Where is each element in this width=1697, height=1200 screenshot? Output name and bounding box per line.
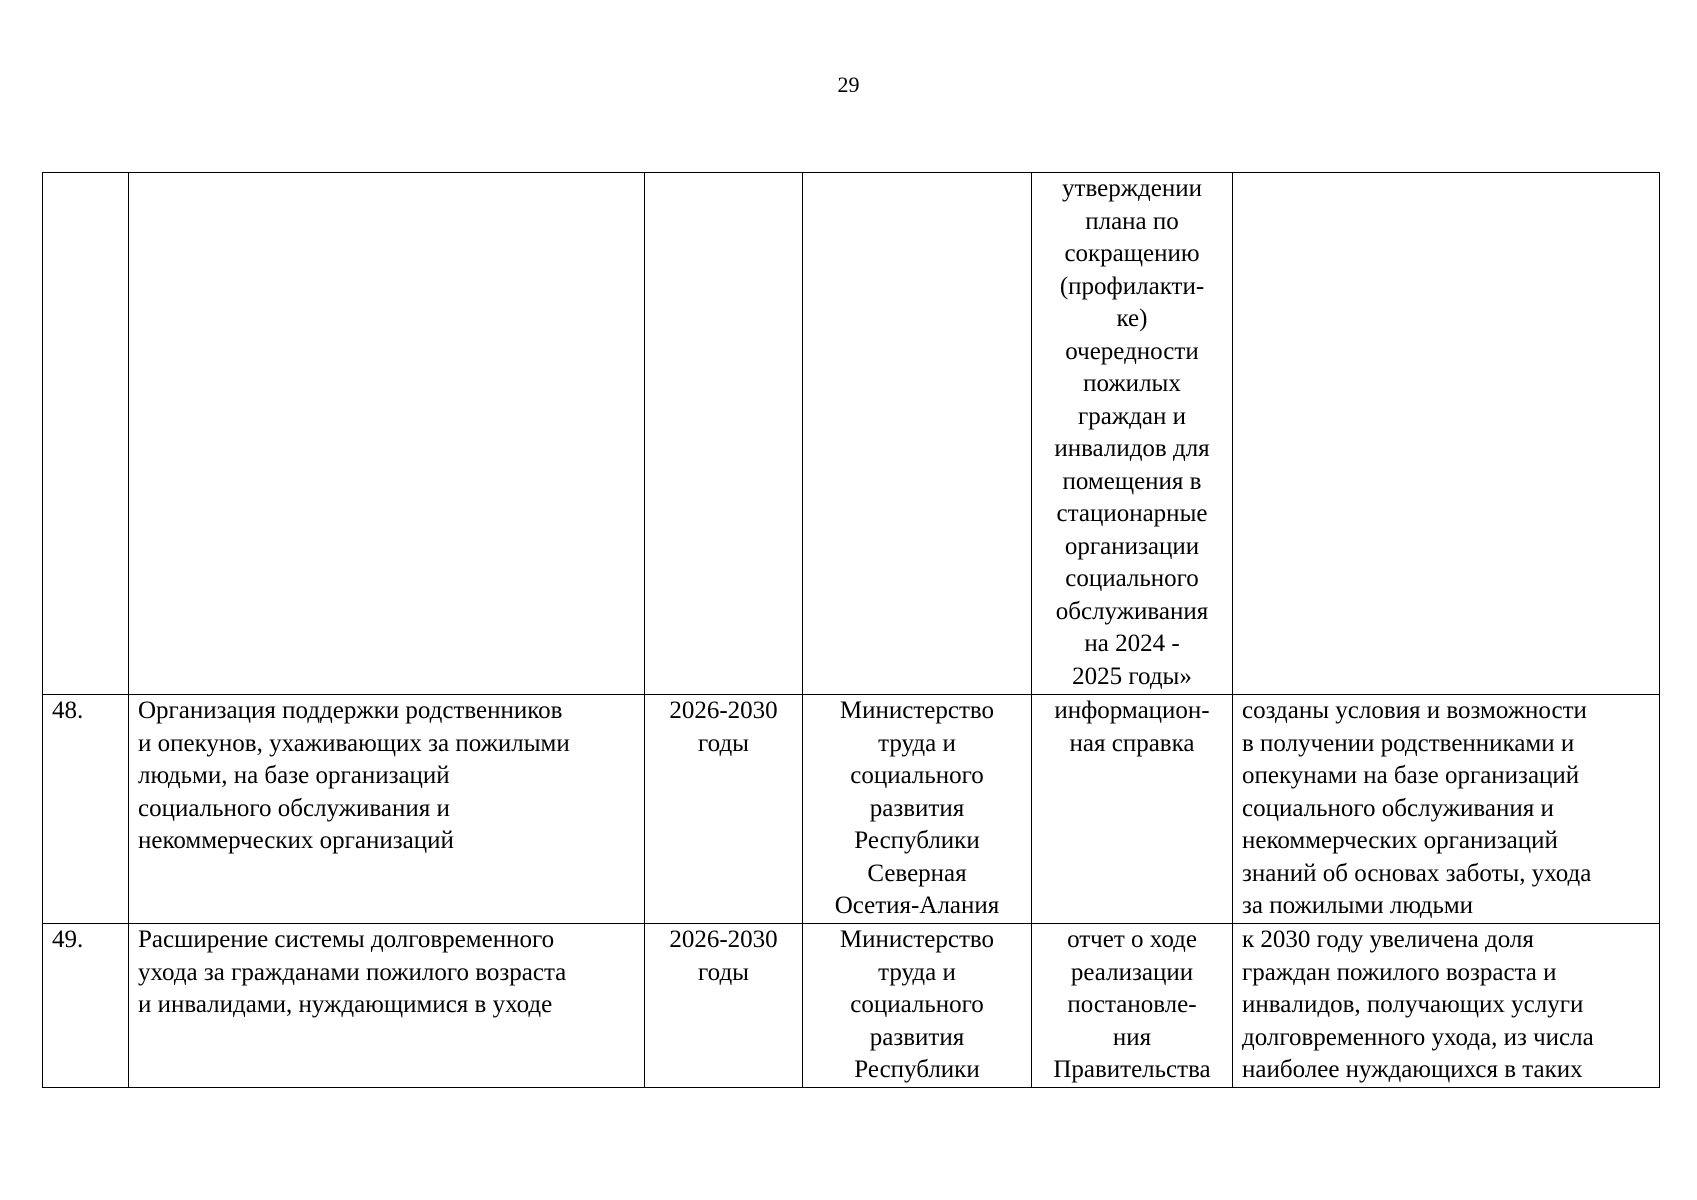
document-line: пожилых: [1083, 370, 1181, 397]
result-cell: [1233, 173, 1660, 695]
document-line: обслуживания: [1055, 597, 1209, 625]
result-line: к 2030 году увеличена доля: [1242, 926, 1534, 953]
page-number: 29: [837, 72, 860, 97]
measures-table: [42, 172, 1660, 1088]
executor-line: труда и: [878, 729, 956, 757]
result-line: в получении родственниками и: [1242, 729, 1575, 757]
result-cell: [1233, 924, 1660, 1088]
executor-line: Министерство: [839, 926, 995, 953]
document-line: помещения в: [1062, 467, 1202, 495]
executor-line: Осетия-Алания: [834, 892, 1000, 919]
row-number-cell: [43, 173, 129, 695]
result-line: социального обслуживания и: [1242, 794, 1554, 822]
period-line: 2026-2030: [669, 926, 778, 953]
document-line: плана по: [1085, 207, 1179, 235]
measure-line: и опекунов, ухаживающих за пожилыми: [138, 729, 570, 757]
executor-line: труда и: [878, 958, 956, 986]
measure-line: социального обслуживания и: [138, 794, 450, 822]
result-line: знаний об основах заботы, ухода: [1242, 859, 1592, 887]
document-line: стационарные: [1056, 500, 1208, 527]
table-row: [43, 924, 1660, 1088]
executor-line: социального: [850, 991, 984, 1018]
document-line: (профилакти-: [1059, 272, 1205, 300]
executor-cell: [803, 924, 1032, 1088]
result-line: наиболее нуждающихся в таких: [1242, 1056, 1583, 1083]
period-line: годы: [698, 958, 749, 986]
result-line: созданы условия и возможности: [1242, 697, 1587, 724]
document-line: реализации: [1070, 958, 1194, 986]
table-row: [43, 173, 1660, 695]
document-line: отчет о ходе: [1067, 926, 1197, 953]
result-line: за пожилыми людьми: [1242, 892, 1474, 919]
executor-cell: [803, 173, 1032, 695]
result-line: инвалидов, получающих услуги: [1242, 991, 1584, 1018]
document-line: инвалидов для: [1054, 435, 1210, 462]
document-line: постановле-: [1067, 991, 1197, 1018]
document-line: ке): [1116, 305, 1148, 332]
measure-line: Расширение системы долговременного: [138, 926, 555, 953]
executor-line: развития: [869, 1023, 965, 1051]
result-cell: [1233, 695, 1660, 924]
document-cell: [1032, 173, 1233, 695]
period-cell: [645, 924, 803, 1088]
executor-line: Республики: [854, 827, 980, 854]
document-line: социального: [1065, 565, 1199, 592]
document-line: ния: [1112, 1023, 1152, 1051]
document-cell: [1032, 695, 1233, 924]
executor-line: Северная: [867, 859, 967, 887]
period-line: годы: [698, 729, 749, 757]
document-line: 2025 годы»: [1072, 662, 1192, 690]
executor-line: Министерство: [839, 697, 995, 724]
row-number-cell: 49.: [43, 924, 129, 1088]
document-cell: [1032, 924, 1233, 1088]
result-line: долговременного ухода, из числа: [1242, 1023, 1594, 1051]
executor-cell: [803, 695, 1032, 924]
document-line: Правительства: [1053, 1056, 1211, 1083]
table-row: [43, 695, 1660, 924]
measure-line: людьми, на базе организаций: [138, 762, 450, 789]
row-number-cell: 48.: [43, 695, 129, 924]
executor-line: социального: [850, 762, 984, 789]
period-cell: [645, 173, 803, 695]
measure-line: некоммерческих организаций: [138, 827, 454, 854]
document-line: очередности: [1065, 337, 1199, 365]
executor-line: Республики: [854, 1056, 980, 1083]
document-line: ная справка: [1069, 729, 1195, 757]
measure-cell: [129, 173, 645, 695]
document-line: на 2024 -: [1084, 630, 1180, 657]
executor-line: развития: [869, 794, 965, 822]
document-line: утверждении: [1062, 175, 1202, 202]
measure-cell: [129, 924, 645, 1088]
measure-cell: [129, 695, 645, 924]
measure-line: и инвалидами, нуждающимися в уходе: [138, 991, 553, 1018]
document-line: организации: [1064, 532, 1200, 560]
period-cell: [645, 695, 803, 924]
result-line: опекунами на базе организаций: [1242, 762, 1580, 789]
measure-line: ухода за гражданами пожилого возраста: [138, 958, 567, 986]
measure-line: Организация поддержки родственников: [138, 697, 563, 724]
document-line: информацион-: [1054, 697, 1210, 724]
result-line: граждан пожилого возраста и: [1242, 958, 1557, 986]
document-line: сокращению: [1064, 240, 1200, 267]
result-line: некоммерческих организаций: [1242, 827, 1558, 854]
period-line: 2026-2030: [669, 697, 778, 724]
document-line: граждан и: [1078, 402, 1186, 430]
